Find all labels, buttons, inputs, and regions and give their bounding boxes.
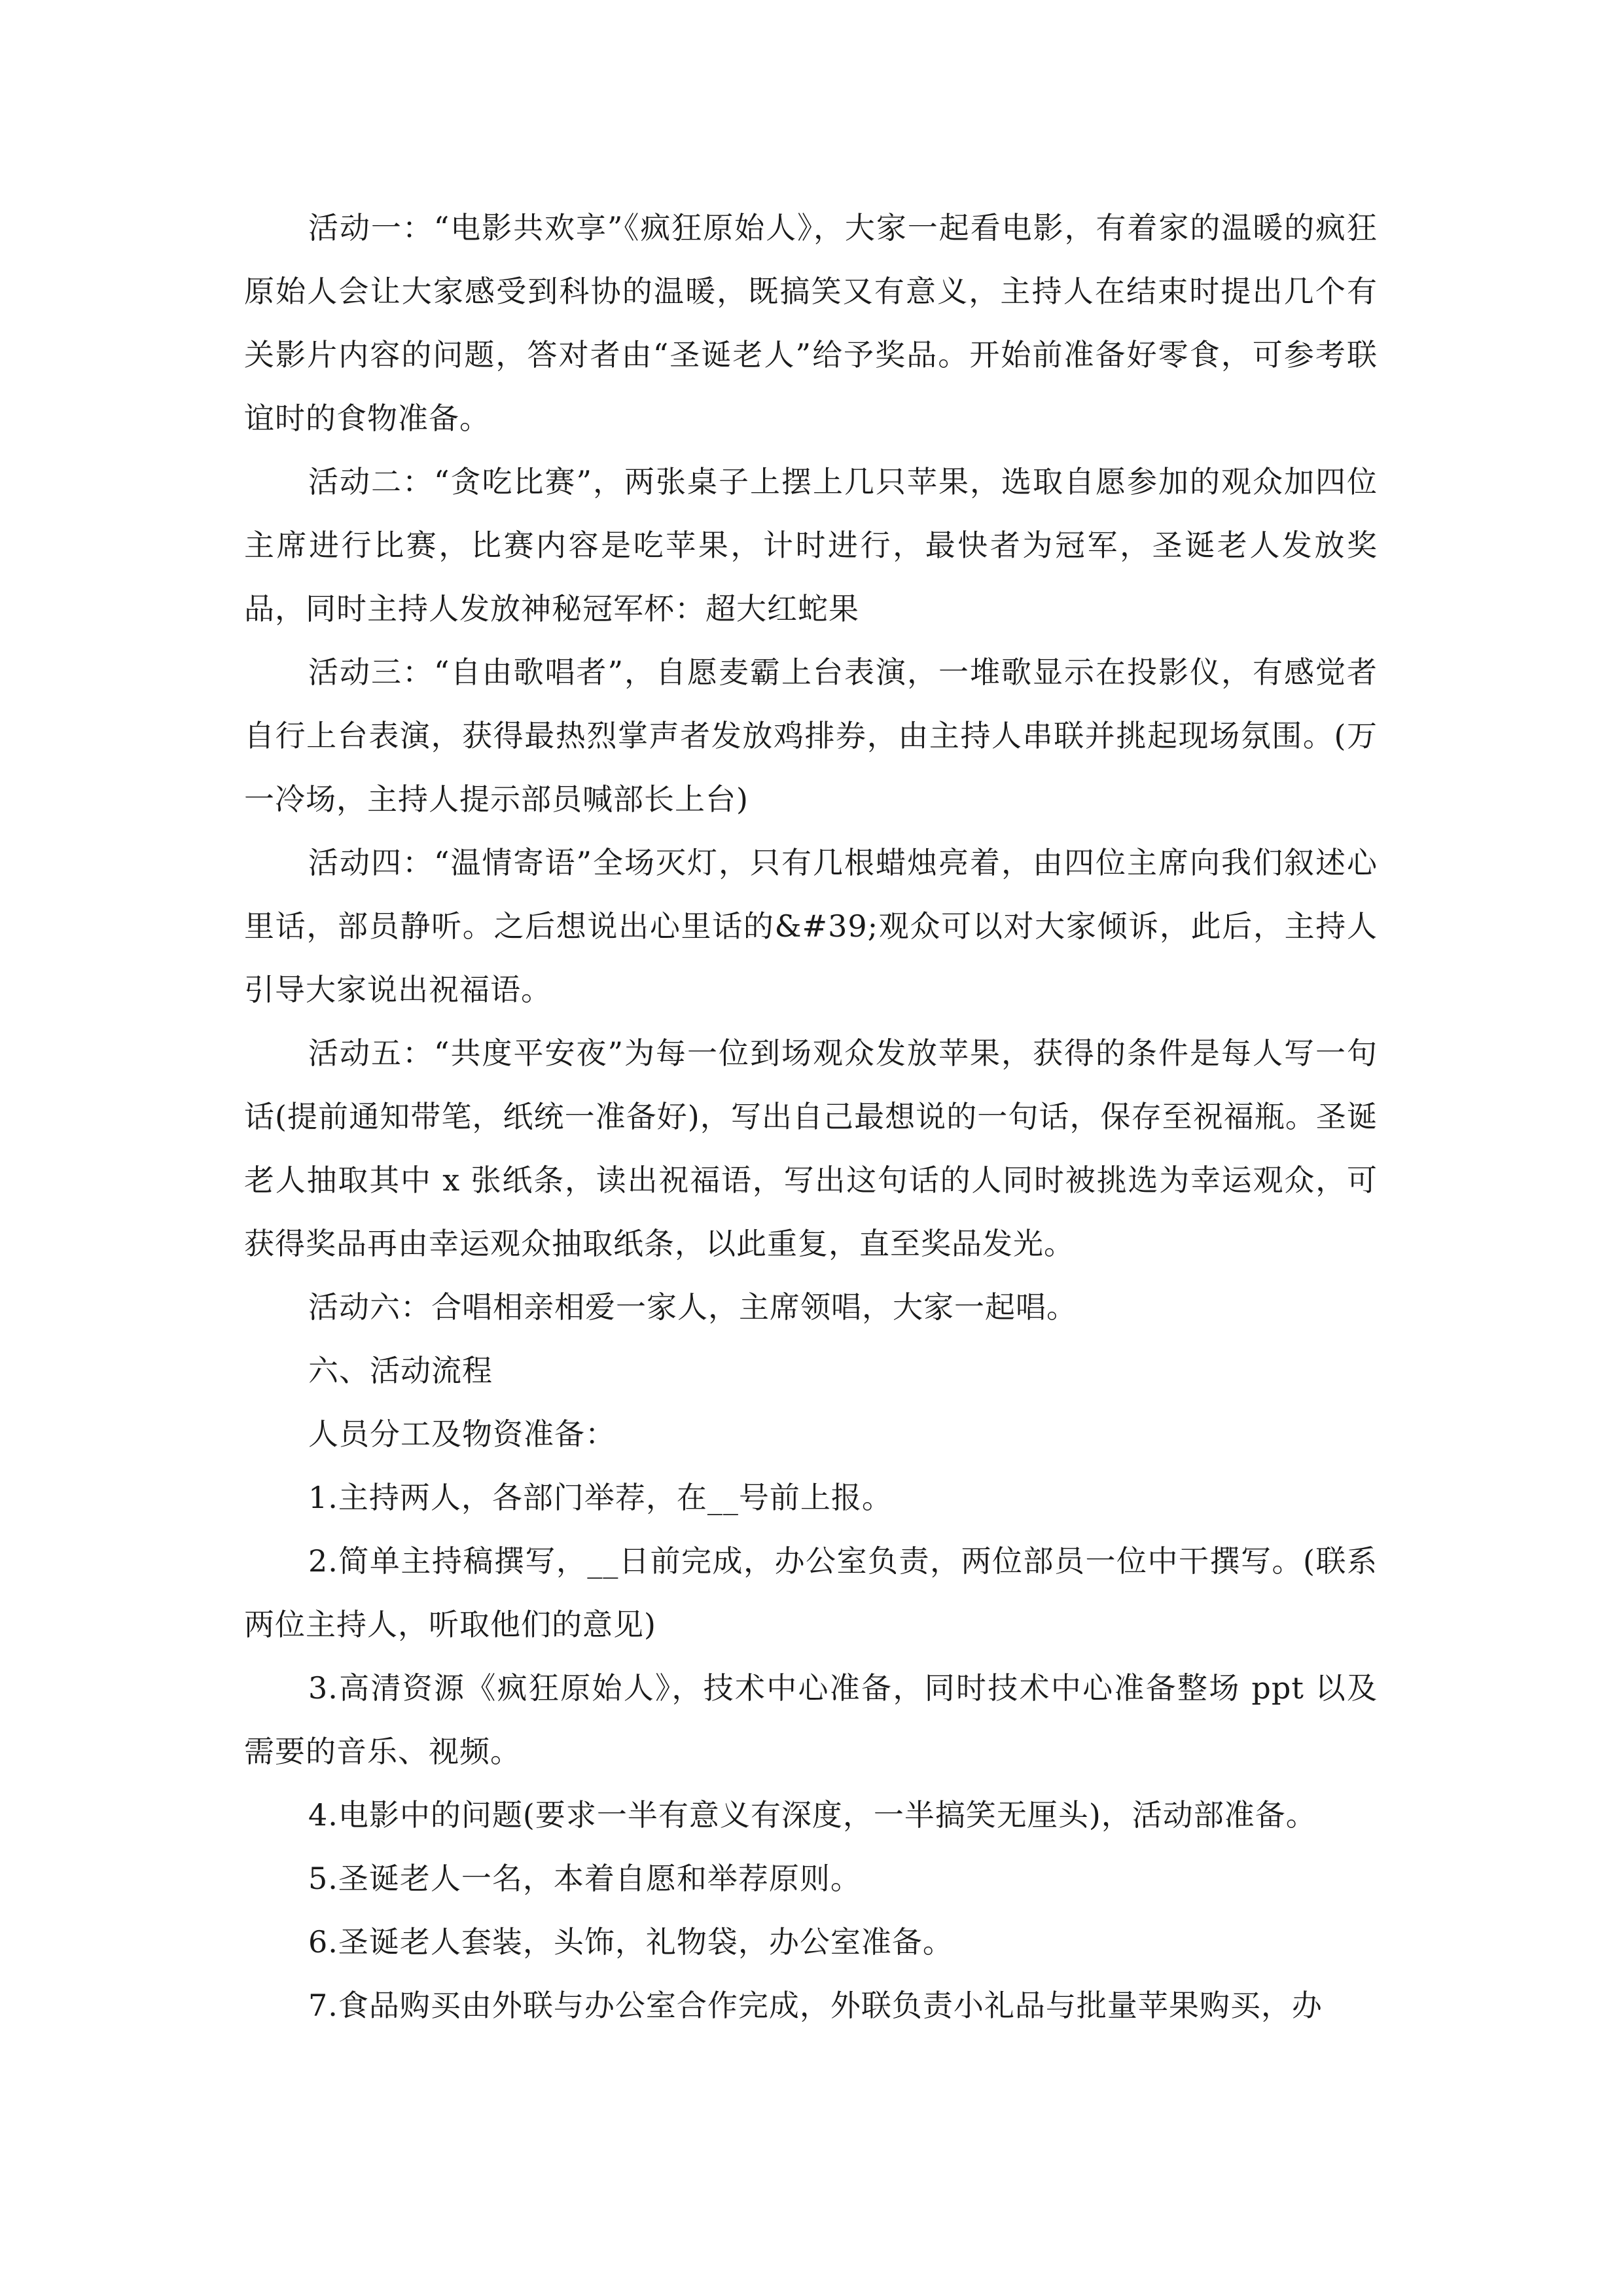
section-heading-activity-flow: 六、活动流程 — [308, 1353, 493, 1388]
list-item-7: 7.食品购买由外联与办公室合作完成，外联负责小礼品与批量苹果购买，办 — [308, 1988, 1323, 2023]
paragraph-activity-4: 活动四：“温情寄语”全场灭灯，只有几根蜡烛亮着，由四位主席向我们叙述心里话，部员静听。之后想说出心里话的&#39;观众可以对大家倾诉，此后，主持人引导大家说出祝福语。 — [244, 845, 1378, 1007]
list-item-4: 4.电影中的问题(要求一半有意义有深度，一半搞笑无厘头)，活动部准备。 — [308, 1797, 1317, 1833]
list-item-1: 1.主持两人，各部门举荐，在__号前上报。 — [308, 1480, 893, 1515]
list-item-3: 3.高清资源《疯狂原始人》，技术中心准备，同时技术中心准备整场 ppt 以及需要的音乐、视频。 — [244, 1670, 1378, 1769]
list-item-2: 2.简单主持稿撰写，__日前完成，办公室负责，两位部员一位中干撰写。(联系两位主持人，听取他们的意见) — [244, 1543, 1378, 1642]
paragraph-activity-1: 活动一：“电影共欢享”《疯狂原始人》，大家一起看电影，有着家的温暖的疯狂原始人会让大家感受到科协的温暖，既搞笑又有意义，主持人在结束时提出几个有关影片内容的问题，答对者由“圣诞老人”给予奖品。开始前准备好零食，可参考联谊时的食物准备。 — [244, 210, 1378, 436]
paragraph-activity-3: 活动三：“自由歌唱者”，自愿麦霸上台表演，一堆歌显示在投影仪，有感觉者自行上台表演，获得最热烈掌声者发放鸡排券，由主持人串联并挑起现场氛围。(万一冷场，主持人提示部员喊部长上台) — [244, 655, 1378, 817]
paragraph-activity-5: 活动五：“共度平安夜”为每一位到场观众发放苹果，获得的条件是每人写一句话(提前通知带笔，纸统一准备好)，写出自己最想说的一句话，保存至祝福瓶。圣诞老人抽取其中 x 张纸条，读出祝福语，写出这句话的人同时被挑选为幸运观众，可获得奖品再由幸运观众抽取纸条，以此重复，直至奖品发光。 — [244, 1035, 1378, 1261]
list-item-5: 5.圣诞老人一名，本着自愿和举荐原则。 — [308, 1861, 861, 1896]
document-body — [244, 196, 1378, 2037]
subheading-staffing-materials: 人员分工及物资准备： — [308, 1416, 616, 1452]
list-item-6: 6.圣诞老人套装，头饰，礼物袋，办公室准备。 — [308, 1924, 954, 1960]
paragraph-activity-2: 活动二：“贪吃比赛”，两张桌子上摆上几只苹果，选取自愿参加的观众加四位主席进行比赛，比赛内容是吃苹果，计时进行，最快者为冠军，圣诞老人发放奖品，同时主持人发放神秘冠军杯：超大红蛇果 — [244, 464, 1378, 626]
paragraph-activity-6: 活动六：合唱相亲相爱一家人，主席领唱，大家一起唱。 — [308, 1289, 1077, 1325]
